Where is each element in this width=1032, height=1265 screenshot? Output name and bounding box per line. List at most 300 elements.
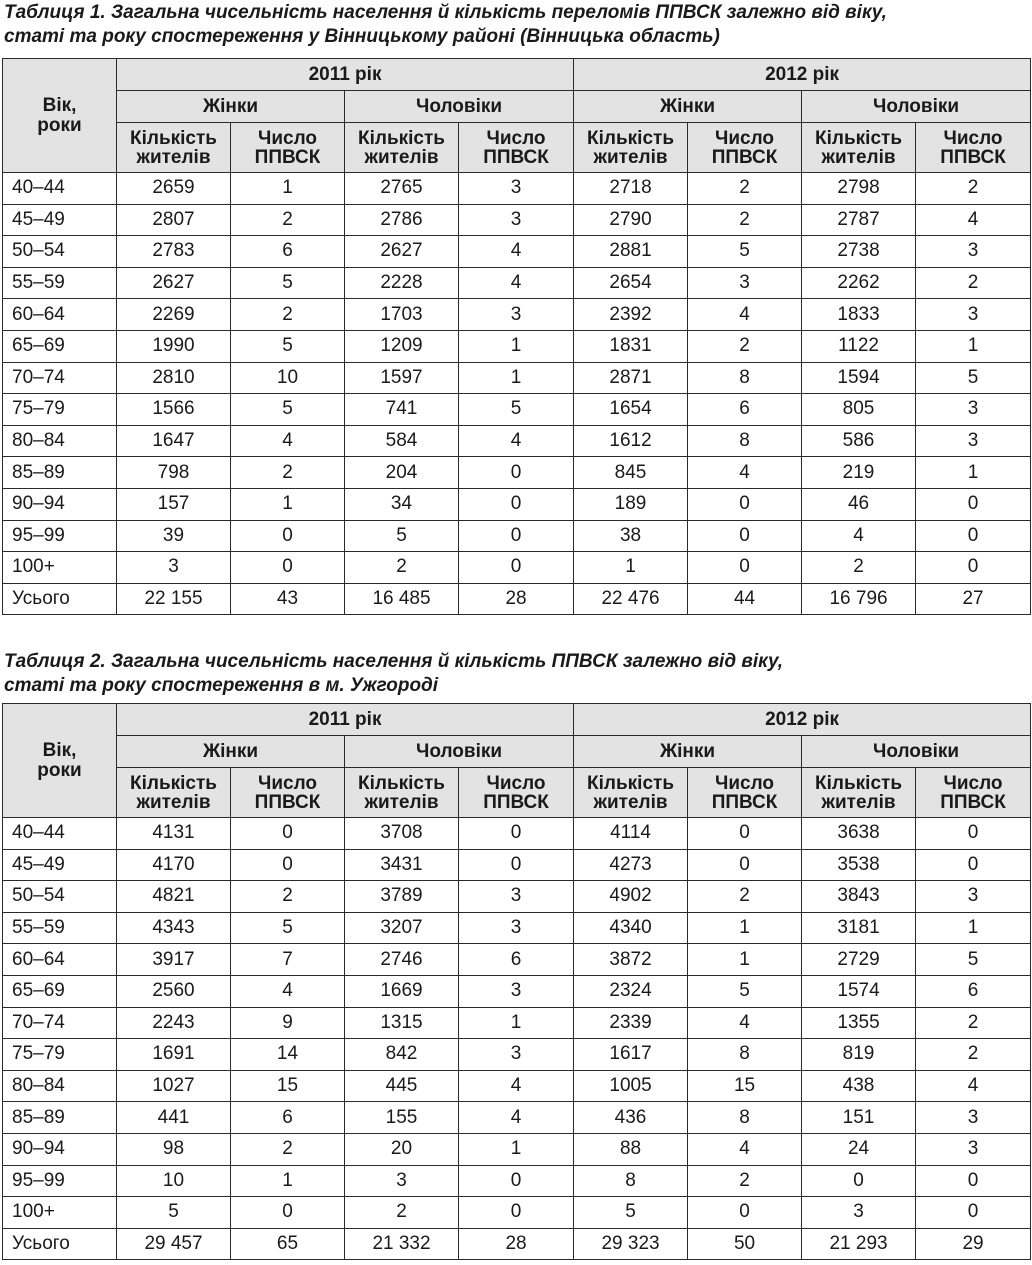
men-2012-residents-cell: 151	[802, 1102, 916, 1134]
men-2011-fractures-cell: 0	[459, 552, 574, 584]
women-2012-fractures-cell: 4	[688, 1007, 802, 1039]
age-cell: 90–94	[3, 1133, 117, 1165]
men-2011-residents-cell: 3708	[345, 818, 459, 850]
men-2011-residents-cell: 2	[345, 1197, 459, 1229]
men-2011-residents-cell: 584	[345, 425, 459, 457]
men-2012-fractures-cell: 4	[916, 1070, 1031, 1102]
women-2012-residents-cell: 436	[574, 1102, 688, 1134]
men-2011-fractures-cell: 0	[459, 488, 574, 520]
fractures-header: Число ППВСК	[916, 768, 1031, 818]
men-2012-fractures-cell: 1	[916, 912, 1031, 944]
men-2012-fractures-cell: 1	[916, 457, 1031, 489]
fractures-header: Число ППВСК	[459, 123, 574, 173]
men-2011-fractures-cell: 3	[459, 299, 574, 331]
women-2012-residents-cell: 4340	[574, 912, 688, 944]
women-2012-residents-cell: 22 476	[574, 583, 688, 615]
women-2011-residents-cell: 4131	[117, 818, 231, 850]
men-2012-fractures-cell: 3	[916, 1133, 1031, 1165]
men-2012-residents-cell: 805	[802, 394, 916, 426]
women-2012-residents-cell: 4273	[574, 849, 688, 881]
men-2011-residents-cell: 2746	[345, 944, 459, 976]
women-2011-fractures-cell: 0	[231, 1197, 345, 1229]
age-cell: Усього	[3, 583, 117, 615]
men-2011-residents-cell: 20	[345, 1133, 459, 1165]
residents-header: Кількість жителів	[574, 123, 688, 173]
residents-header: Кількість жителів	[574, 768, 688, 818]
total-row	[3, 1228, 1031, 1260]
men-2011-residents-cell: 2228	[345, 267, 459, 299]
women-2012-residents-cell: 38	[574, 520, 688, 552]
year-2012-header: 2012 рік	[574, 59, 1031, 91]
women-2011-residents-cell: 157	[117, 488, 231, 520]
men-2011-fractures-cell: 1	[459, 330, 574, 362]
women-2012-fractures-cell: 4	[688, 1133, 802, 1165]
men-2012-residents-cell: 3638	[802, 818, 916, 850]
women-2011-fractures-cell: 9	[231, 1007, 345, 1039]
men-2012-residents-cell: 1833	[802, 299, 916, 331]
women-2012-residents-cell: 1617	[574, 1039, 688, 1071]
women-2012-residents-cell: 189	[574, 488, 688, 520]
women-2011-residents-cell: 2627	[117, 267, 231, 299]
women-2011-residents-cell: 1566	[117, 394, 231, 426]
fractures-header: Число ППВСК	[688, 123, 802, 173]
women-2011-fractures-cell: 14	[231, 1039, 345, 1071]
women-2011-residents-cell: 4343	[117, 912, 231, 944]
men-2012-fractures-cell: 0	[916, 520, 1031, 552]
table-row	[3, 944, 1031, 976]
age-cell: 65–69	[3, 975, 117, 1007]
women-2011-header: Жінки	[117, 91, 345, 123]
men-2012-residents-cell: 24	[802, 1133, 916, 1165]
women-2011-residents-cell: 1647	[117, 425, 231, 457]
table-row	[3, 912, 1031, 944]
age-cell: 95–99	[3, 520, 117, 552]
men-2011-residents-cell: 204	[345, 457, 459, 489]
women-2011-residents-cell: 4170	[117, 849, 231, 881]
men-2012-fractures-cell: 3	[916, 299, 1031, 331]
women-2012-fractures-cell: 8	[688, 362, 802, 394]
men-2011-fractures-cell: 3	[459, 881, 574, 913]
men-2012-residents-cell: 2262	[802, 267, 916, 299]
men-2011-fractures-cell: 3	[459, 1039, 574, 1071]
women-2011-fractures-cell: 7	[231, 944, 345, 976]
women-2012-fractures-cell: 50	[688, 1228, 802, 1260]
women-2011-residents-cell: 2659	[117, 173, 231, 205]
women-2012-residents-cell: 1612	[574, 425, 688, 457]
age-cell: 55–59	[3, 267, 117, 299]
age-cell: 80–84	[3, 425, 117, 457]
table-row	[3, 881, 1031, 913]
men-2011-residents-cell: 16 485	[345, 583, 459, 615]
women-2011-residents-cell: 2810	[117, 362, 231, 394]
table-2	[2, 703, 1031, 1260]
women-2011-residents-cell: 3	[117, 552, 231, 584]
table-row	[3, 173, 1031, 205]
women-2012-residents-cell: 2871	[574, 362, 688, 394]
table-1-caption-line-1: Таблиця 1. Загальна чисельність населення й кількість переломів ППВСК залежно від віку,	[4, 2, 887, 23]
women-2011-fractures-cell: 65	[231, 1228, 345, 1260]
men-2011-fractures-cell: 4	[459, 236, 574, 268]
age-cell: 100+	[3, 552, 117, 584]
men-2012-fractures-cell: 2	[916, 1039, 1031, 1071]
women-2011-residents-cell: 4821	[117, 881, 231, 913]
residents-header: Кількість жителів	[345, 123, 459, 173]
age-column-header: Вік, роки	[3, 59, 117, 173]
women-2011-residents-cell: 2560	[117, 975, 231, 1007]
table-row	[3, 1039, 1031, 1071]
men-2011-residents-cell: 155	[345, 1102, 459, 1134]
age-cell: 60–64	[3, 944, 117, 976]
table-body	[3, 173, 1031, 615]
men-2011-residents-cell: 1703	[345, 299, 459, 331]
women-2011-residents-cell: 1691	[117, 1039, 231, 1071]
men-2012-residents-cell: 438	[802, 1070, 916, 1102]
residents-header: Кількість жителів	[345, 768, 459, 818]
men-2012-residents-cell: 1122	[802, 330, 916, 362]
women-2012-fractures-cell: 2	[688, 204, 802, 236]
men-2012-fractures-cell: 5	[916, 944, 1031, 976]
men-2012-fractures-cell: 2	[916, 173, 1031, 205]
fractures-header: Число ППВСК	[688, 768, 802, 818]
men-2012-fractures-cell: 2	[916, 267, 1031, 299]
men-2012-residents-cell: 4	[802, 520, 916, 552]
table-row	[3, 975, 1031, 1007]
table-row	[3, 362, 1031, 394]
men-2012-residents-cell: 819	[802, 1039, 916, 1071]
women-2011-residents-cell: 39	[117, 520, 231, 552]
women-2012-fractures-cell: 15	[688, 1070, 802, 1102]
men-2012-residents-cell: 2729	[802, 944, 916, 976]
men-2011-fractures-cell: 1	[459, 1007, 574, 1039]
women-2012-fractures-cell: 8	[688, 1102, 802, 1134]
women-2012-fractures-cell: 6	[688, 394, 802, 426]
women-2012-fractures-cell: 4	[688, 299, 802, 331]
year-2011-header: 2011 рік	[117, 59, 574, 91]
women-2012-residents-cell: 88	[574, 1133, 688, 1165]
men-2012-residents-cell: 16 796	[802, 583, 916, 615]
men-2012-header: Чоловіки	[802, 736, 1031, 768]
women-2012-residents-cell: 1	[574, 552, 688, 584]
women-2011-residents-cell: 3917	[117, 944, 231, 976]
table-2-caption	[4, 650, 783, 698]
women-2012-fractures-cell: 0	[688, 849, 802, 881]
men-2011-residents-cell: 5	[345, 520, 459, 552]
women-2012-fractures-cell: 0	[688, 552, 802, 584]
women-2011-residents-cell: 2807	[117, 204, 231, 236]
men-2012-fractures-cell: 1	[916, 330, 1031, 362]
women-2011-fractures-cell: 0	[231, 818, 345, 850]
table-row	[3, 299, 1031, 331]
table-1-caption-line-2: статі та року спостереження у Вінницькому районі (Вінницька область)	[4, 26, 720, 47]
men-2012-residents-cell: 0	[802, 1165, 916, 1197]
men-2011-fractures-cell: 4	[459, 425, 574, 457]
women-2012-header: Жінки	[574, 736, 802, 768]
age-cell: 85–89	[3, 1102, 117, 1134]
women-2011-fractures-cell: 2	[231, 1133, 345, 1165]
men-2011-header: Чоловіки	[345, 91, 574, 123]
fractures-header: Число ППВСК	[231, 768, 345, 818]
men-2012-fractures-cell: 3	[916, 425, 1031, 457]
age-cell: 100+	[3, 1197, 117, 1229]
age-cell: 85–89	[3, 457, 117, 489]
men-2011-fractures-cell: 28	[459, 583, 574, 615]
age-cell: 65–69	[3, 330, 117, 362]
men-2011-residents-cell: 34	[345, 488, 459, 520]
men-2012-fractures-cell: 3	[916, 394, 1031, 426]
women-2011-fractures-cell: 1	[231, 1165, 345, 1197]
men-2011-fractures-cell: 1	[459, 1133, 574, 1165]
women-2011-residents-cell: 2783	[117, 236, 231, 268]
men-2011-fractures-cell: 1	[459, 362, 574, 394]
men-2011-residents-cell: 2786	[345, 204, 459, 236]
table-row	[3, 1197, 1031, 1229]
men-2012-fractures-cell: 0	[916, 552, 1031, 584]
women-2012-fractures-cell: 2	[688, 881, 802, 913]
men-2011-residents-cell: 445	[345, 1070, 459, 1102]
men-2012-residents-cell: 3181	[802, 912, 916, 944]
women-2011-fractures-cell: 0	[231, 849, 345, 881]
residents-header: Кількість жителів	[117, 123, 231, 173]
men-2012-fractures-cell: 29	[916, 1228, 1031, 1260]
men-2012-residents-cell: 21 293	[802, 1228, 916, 1260]
women-2011-fractures-cell: 0	[231, 552, 345, 584]
table-2-caption-line-2: статі та року спостереження в м. Ужгороді	[4, 675, 439, 696]
table-row	[3, 330, 1031, 362]
women-2011-fractures-cell: 4	[231, 425, 345, 457]
women-2012-residents-cell: 1005	[574, 1070, 688, 1102]
women-2012-residents-cell: 2392	[574, 299, 688, 331]
table-row	[3, 394, 1031, 426]
table-row	[3, 1165, 1031, 1197]
age-cell: 40–44	[3, 173, 117, 205]
men-2012-fractures-cell: 3	[916, 1102, 1031, 1134]
women-2011-fractures-cell: 2	[231, 881, 345, 913]
men-2012-fractures-cell: 0	[916, 818, 1031, 850]
men-2011-fractures-cell: 3	[459, 204, 574, 236]
women-2012-fractures-cell: 4	[688, 457, 802, 489]
men-2011-residents-cell: 2765	[345, 173, 459, 205]
women-2011-fractures-cell: 4	[231, 975, 345, 1007]
table-row	[3, 1070, 1031, 1102]
women-2012-residents-cell: 2790	[574, 204, 688, 236]
men-2012-residents-cell: 3843	[802, 881, 916, 913]
women-2011-residents-cell: 29 457	[117, 1228, 231, 1260]
women-2011-residents-cell: 5	[117, 1197, 231, 1229]
women-2011-residents-cell: 2243	[117, 1007, 231, 1039]
age-cell: 75–79	[3, 394, 117, 426]
women-2011-fractures-cell: 2	[231, 299, 345, 331]
women-2011-residents-cell: 2269	[117, 299, 231, 331]
women-2012-residents-cell: 2718	[574, 173, 688, 205]
age-cell: 50–54	[3, 236, 117, 268]
year-2011-header: 2011 рік	[117, 704, 574, 736]
men-2011-fractures-cell: 0	[459, 849, 574, 881]
table-1-caption	[4, 1, 887, 49]
women-2011-fractures-cell: 15	[231, 1070, 345, 1102]
women-2011-header: Жінки	[117, 736, 345, 768]
year-2012-header: 2012 рік	[574, 704, 1031, 736]
men-2011-residents-cell: 2627	[345, 236, 459, 268]
women-2011-fractures-cell: 0	[231, 520, 345, 552]
age-cell: 50–54	[3, 881, 117, 913]
men-2011-fractures-cell: 3	[459, 912, 574, 944]
men-2011-fractures-cell: 3	[459, 975, 574, 1007]
women-2012-fractures-cell: 8	[688, 1039, 802, 1071]
men-2011-fractures-cell: 0	[459, 457, 574, 489]
table-row	[3, 1102, 1031, 1134]
table-row	[3, 520, 1031, 552]
women-2011-residents-cell: 1990	[117, 330, 231, 362]
men-2011-header: Чоловіки	[345, 736, 574, 768]
women-2012-fractures-cell: 0	[688, 818, 802, 850]
men-2012-residents-cell: 3	[802, 1197, 916, 1229]
women-2012-fractures-cell: 3	[688, 267, 802, 299]
women-2011-fractures-cell: 10	[231, 362, 345, 394]
men-2012-fractures-cell: 0	[916, 488, 1031, 520]
women-2012-residents-cell: 3872	[574, 944, 688, 976]
men-2012-fractures-cell: 3	[916, 236, 1031, 268]
men-2011-fractures-cell: 4	[459, 1070, 574, 1102]
men-2012-fractures-cell: 5	[916, 362, 1031, 394]
table-row	[3, 236, 1031, 268]
women-2012-residents-cell: 1654	[574, 394, 688, 426]
women-2012-residents-cell: 29 323	[574, 1228, 688, 1260]
table-1	[2, 58, 1031, 615]
age-cell: 40–44	[3, 818, 117, 850]
men-2011-fractures-cell: 0	[459, 1165, 574, 1197]
table-row	[3, 552, 1031, 584]
women-2012-fractures-cell: 2	[688, 173, 802, 205]
age-cell: 70–74	[3, 1007, 117, 1039]
men-2012-residents-cell: 3538	[802, 849, 916, 881]
men-2012-residents-cell: 2798	[802, 173, 916, 205]
women-2012-fractures-cell: 0	[688, 520, 802, 552]
women-2012-residents-cell: 2881	[574, 236, 688, 268]
age-cell: 45–49	[3, 849, 117, 881]
men-2012-residents-cell: 2787	[802, 204, 916, 236]
men-2012-fractures-cell: 0	[916, 1197, 1031, 1229]
men-2011-residents-cell: 2	[345, 552, 459, 584]
women-2011-fractures-cell: 43	[231, 583, 345, 615]
men-2011-fractures-cell: 28	[459, 1228, 574, 1260]
men-2011-fractures-cell: 6	[459, 944, 574, 976]
residents-header: Кількість жителів	[802, 123, 916, 173]
age-cell: 90–94	[3, 488, 117, 520]
men-2011-residents-cell: 3789	[345, 881, 459, 913]
men-2011-fractures-cell: 4	[459, 1102, 574, 1134]
table-body	[3, 818, 1031, 1260]
table-row	[3, 1133, 1031, 1165]
men-2011-residents-cell: 1597	[345, 362, 459, 394]
women-2011-residents-cell: 22 155	[117, 583, 231, 615]
men-2012-residents-cell: 1574	[802, 975, 916, 1007]
women-2012-fractures-cell: 1	[688, 944, 802, 976]
women-2012-residents-cell: 2654	[574, 267, 688, 299]
women-2011-residents-cell: 98	[117, 1133, 231, 1165]
men-2012-header: Чоловіки	[802, 91, 1031, 123]
women-2011-residents-cell: 441	[117, 1102, 231, 1134]
women-2011-fractures-cell: 1	[231, 488, 345, 520]
table-2-caption-line-1: Таблиця 2. Загальна чисельність населення й кількість ППВСК залежно від віку,	[4, 651, 784, 672]
age-cell: 80–84	[3, 1070, 117, 1102]
men-2012-residents-cell: 219	[802, 457, 916, 489]
women-2012-residents-cell: 2339	[574, 1007, 688, 1039]
men-2012-fractures-cell: 27	[916, 583, 1031, 615]
men-2011-residents-cell: 3207	[345, 912, 459, 944]
women-2012-fractures-cell: 2	[688, 1165, 802, 1197]
women-2011-fractures-cell: 2	[231, 457, 345, 489]
men-2012-residents-cell: 1594	[802, 362, 916, 394]
women-2012-residents-cell: 845	[574, 457, 688, 489]
women-2011-fractures-cell: 5	[231, 330, 345, 362]
table-row	[3, 1007, 1031, 1039]
women-2011-residents-cell: 10	[117, 1165, 231, 1197]
men-2012-residents-cell: 586	[802, 425, 916, 457]
women-2012-header: Жінки	[574, 91, 802, 123]
table-row	[3, 204, 1031, 236]
age-cell: Усього	[3, 1228, 117, 1260]
age-cell: 45–49	[3, 204, 117, 236]
men-2011-residents-cell: 1669	[345, 975, 459, 1007]
age-cell: 75–79	[3, 1039, 117, 1071]
men-2011-residents-cell: 1315	[345, 1007, 459, 1039]
men-2011-fractures-cell: 0	[459, 520, 574, 552]
men-2012-residents-cell: 1355	[802, 1007, 916, 1039]
men-2011-fractures-cell: 0	[459, 818, 574, 850]
women-2012-fractures-cell: 5	[688, 236, 802, 268]
women-2011-fractures-cell: 6	[231, 1102, 345, 1134]
women-2012-residents-cell: 4902	[574, 881, 688, 913]
men-2011-fractures-cell: 0	[459, 1197, 574, 1229]
age-cell: 95–99	[3, 1165, 117, 1197]
men-2012-residents-cell: 2738	[802, 236, 916, 268]
women-2012-residents-cell: 4114	[574, 818, 688, 850]
table-row	[3, 488, 1031, 520]
age-cell: 70–74	[3, 362, 117, 394]
women-2011-residents-cell: 798	[117, 457, 231, 489]
age-cell: 55–59	[3, 912, 117, 944]
women-2011-fractures-cell: 2	[231, 204, 345, 236]
women-2011-fractures-cell: 6	[231, 236, 345, 268]
men-2012-fractures-cell: 0	[916, 849, 1031, 881]
fractures-header: Число ППВСК	[459, 768, 574, 818]
table-row	[3, 425, 1031, 457]
women-2012-fractures-cell: 1	[688, 912, 802, 944]
age-cell: 60–64	[3, 299, 117, 331]
women-2011-fractures-cell: 5	[231, 912, 345, 944]
table-row	[3, 267, 1031, 299]
women-2011-fractures-cell: 5	[231, 267, 345, 299]
age-column-header: Вік, роки	[3, 704, 117, 818]
men-2011-residents-cell: 842	[345, 1039, 459, 1071]
table-row	[3, 849, 1031, 881]
women-2012-fractures-cell: 0	[688, 488, 802, 520]
total-row	[3, 583, 1031, 615]
women-2012-fractures-cell: 8	[688, 425, 802, 457]
men-2012-fractures-cell: 2	[916, 1007, 1031, 1039]
women-2012-fractures-cell: 5	[688, 975, 802, 1007]
women-2011-residents-cell: 1027	[117, 1070, 231, 1102]
men-2011-fractures-cell: 5	[459, 394, 574, 426]
men-2011-residents-cell: 21 332	[345, 1228, 459, 1260]
fractures-header: Число ППВСК	[231, 123, 345, 173]
men-2012-fractures-cell: 0	[916, 1165, 1031, 1197]
women-2012-fractures-cell: 44	[688, 583, 802, 615]
men-2012-fractures-cell: 4	[916, 204, 1031, 236]
women-2011-fractures-cell: 5	[231, 394, 345, 426]
men-2012-fractures-cell: 3	[916, 881, 1031, 913]
men-2011-residents-cell: 3	[345, 1165, 459, 1197]
